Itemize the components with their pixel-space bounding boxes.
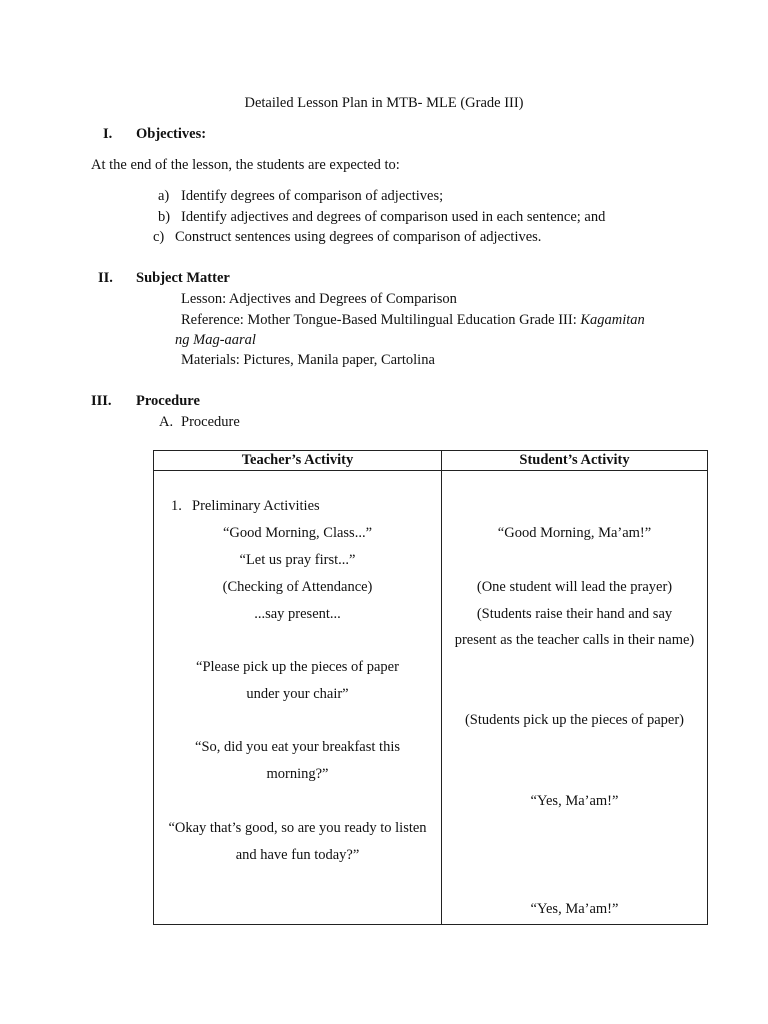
section-heading-objectives: Objectives: <box>136 126 207 142</box>
subject-lesson: Lesson: Adjectives and Degrees of Comparison <box>181 291 457 307</box>
student-line: (Students pick up the pieces of paper) <box>464 712 685 728</box>
teacher-line: “Good Morning, Class...” <box>222 525 372 541</box>
header-student-activity: Student’s Activity <box>442 451 708 471</box>
teacher-line: and have fun today?” <box>235 847 360 863</box>
section-heading-procedure: Procedure <box>136 393 200 409</box>
student-line: “Yes, Ma’am!” <box>530 901 619 917</box>
header-teacher-activity: Teacher’s Activity <box>154 451 442 471</box>
teacher-line: “Let us pray first...” <box>239 552 356 568</box>
procedure-sub-heading: Procedure <box>181 414 240 430</box>
subject-reference-title: Kagamitan <box>580 312 645 328</box>
student-activity-cell <box>442 471 708 925</box>
subject-reference-title-cont: ng Mag-aaral <box>175 332 256 348</box>
student-line: “Yes, Ma’am!” <box>530 793 619 809</box>
objective-item-b: Identify adjectives and degrees of comparison used in each sentence; and <box>181 209 606 225</box>
objective-item-a: Identify degrees of comparison of adjectives; <box>181 188 444 204</box>
student-line: “Good Morning, Ma’am!” <box>497 525 652 541</box>
section-heading-subject-matter: Subject Matter <box>136 270 230 286</box>
teacher-line: ...say present... <box>254 606 341 622</box>
student-line: present as the teacher calls in their name) <box>454 632 695 648</box>
teacher-line: “Please pick up the pieces of paper <box>196 659 399 675</box>
preliminary-heading: Preliminary Activities <box>192 498 320 514</box>
objectives-intro: At the end of the lesson, the students are expected to: <box>91 157 400 173</box>
table-row <box>154 471 708 925</box>
table-header-row <box>154 451 708 471</box>
student-line: (One student will lead the prayer) <box>476 579 673 595</box>
teacher-line: “Okay that’s good, so are you ready to listen <box>168 820 427 836</box>
objective-marker-a: a) <box>158 188 170 204</box>
subject-reference <box>181 311 645 329</box>
teacher-line: (Checking of Attendance) <box>222 579 373 595</box>
section-numeral-subject-matter: II. <box>98 270 113 286</box>
activity-table <box>153 450 708 925</box>
teacher-activity-cell <box>154 471 442 925</box>
document-title: Detailed Lesson Plan in MTB- MLE (Grade III) <box>244 95 524 111</box>
section-numeral-procedure: III. <box>91 393 112 409</box>
objective-item-c: Construct sentences using degrees of comparison of adjectives. <box>175 229 542 245</box>
section-numeral-objectives: I. <box>103 126 113 142</box>
teacher-line: “So, did you eat your breakfast this <box>195 739 400 755</box>
objective-marker-c: c) <box>153 229 165 245</box>
teacher-line: morning?” <box>266 766 329 782</box>
student-line: (Students raise their hand and say <box>476 606 673 622</box>
preliminary-number: 1. <box>171 498 182 514</box>
teacher-line: under your chair” <box>246 686 349 702</box>
subject-materials: Materials: Pictures, Manila paper, Cartolina <box>181 352 435 368</box>
subject-reference-text: Reference: Mother Tongue-Based Multilingual Education Grade III: <box>181 312 581 328</box>
objective-marker-b: b) <box>158 209 171 225</box>
procedure-sub-marker: A. <box>159 414 174 430</box>
